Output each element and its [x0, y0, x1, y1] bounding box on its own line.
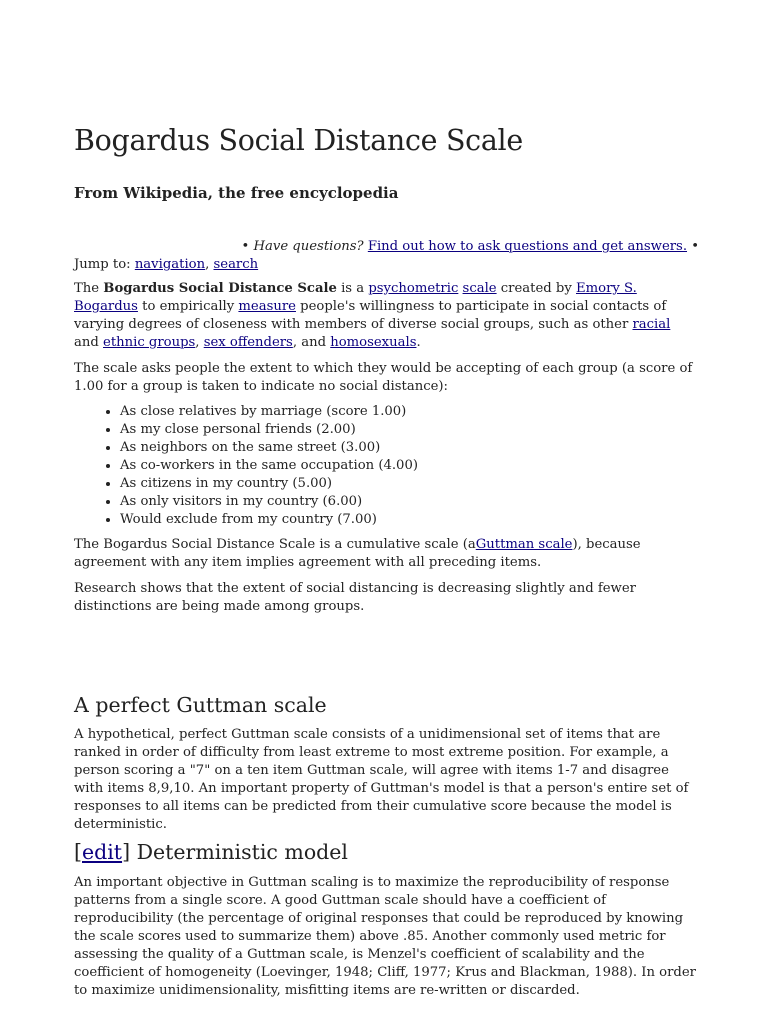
ethnic-groups-link[interactable]: ethnic groups [103, 335, 196, 350]
cumulative-text: ), because agreement with any item implies agreement with all preceding items. [74, 537, 641, 570]
research-paragraph: Research shows that the extent of social distancing is decreasing slightly and fewer distinctions are being made among groups. [74, 581, 636, 614]
site-subtitle: From Wikipedia, the free encyclopedia [74, 184, 399, 202]
cumulative-text: The Bogardus Social Distance Scale is a cumulative scale (a [74, 537, 476, 552]
edit-bracket-close: ] [122, 840, 131, 864]
notice-bullet-right: • [691, 239, 699, 254]
perfect-guttman-paragraph: A hypothetical, perfect Guttman scale consists of a unidimensional set of items that are ranked in order of difficulty from least extreme to most extreme position. For example, a person scoring a "7" on a ten item Guttman scale, will agree with items 1-7 and disagree with items 8,9,10. An important property of Guttman's model is that a person's entire set of responses to all items can be predicted from their cumulative score because the model is deterministic. [74, 727, 689, 832]
intro-text: to empirically [142, 299, 235, 314]
intro-text: , and [292, 335, 327, 350]
deterministic-paragraph: An important objective in Guttman scaling is to maximize the reproducibility of response patterns from a single score. A good Guttman scale should have a coefficient of reproducibility (the percentage of original responses that could be reproduced by knowing the scale scores used to summarize them) above .85. Another commonly used metric for assessing the quality of a Guttman scale, is Menzel's coefficient of scalability and the coefficient of homogeneity (Loevinger, 1948; Cliff, 1977; Krus and Blackman, 1988). In order to maximize unidimensionality, misfitting items are re-written or discarded. [74, 875, 696, 998]
jump-navigation-link[interactable]: navigation [134, 257, 206, 272]
scale-items-list [74, 403, 699, 529]
jump-label: Jump to: [74, 257, 131, 272]
sex-offenders-link[interactable]: sex offenders [203, 335, 293, 350]
jump-separator: , [205, 257, 210, 272]
ask-questions-link[interactable]: Find out how to ask questions and get answers. [367, 239, 688, 254]
section-heading-perfect-guttman: A perfect Guttman scale [74, 693, 327, 717]
list-item: • As co-workers in the same occupation (4.00) [120, 457, 699, 475]
page-title: Bogardus Social Distance Scale [74, 124, 523, 157]
scale-name: Bogardus Social Distance Scale [103, 281, 337, 296]
jump-to-bar [74, 256, 699, 274]
intro-text: is a [341, 281, 365, 296]
notice-bullet-left: • [241, 239, 250, 254]
psychometric-link[interactable]: psychometric [368, 281, 459, 296]
intro-text: created by [500, 281, 572, 296]
homosexuals-link[interactable]: homosexuals [330, 335, 417, 350]
list-item: • As only visitors in my country (6.00) [120, 493, 699, 511]
intro-text: The [74, 281, 100, 296]
intro-text: , [195, 335, 200, 350]
questions-notice [74, 238, 699, 256]
list-item: • Would exclude from my country (7.00) [120, 511, 699, 529]
intro-text: . [416, 335, 421, 350]
list-item: • As my close personal friends (2.00) [120, 421, 699, 439]
guttman-scale-link[interactable]: Guttman scale [475, 537, 573, 552]
scale-link[interactable]: scale [462, 281, 497, 296]
edit-bracket-open: [ [74, 840, 82, 864]
intro-text: and [74, 335, 99, 350]
notice-question: Have questions? [253, 239, 364, 254]
list-item: • As close relatives by marriage (score 1.00) [120, 403, 699, 421]
section-heading-deterministic [74, 840, 348, 864]
measure-link[interactable]: measure [238, 299, 296, 314]
deterministic-heading-text: Deterministic model [136, 840, 348, 864]
cumulative-paragraph [74, 536, 699, 572]
list-item: • As citizens in my country (5.00) [120, 475, 699, 493]
intro-text: people's willingness to participate in social contacts of varying degrees of closeness with members of diverse social groups, such as other [74, 299, 667, 332]
list-item: • As neighbors on the same street (3.00) [120, 439, 699, 457]
jump-search-link[interactable]: search [213, 257, 259, 272]
racial-link[interactable]: racial [632, 317, 671, 332]
bogardus-link[interactable]: Emory S. Bogardus [74, 281, 637, 314]
edit-link[interactable]: edit [82, 840, 123, 864]
intro-paragraph [74, 280, 699, 352]
scale-intro-paragraph: The scale asks people the extent to which they would be accepting of each group (a score of 1.00 for a group is taken to indicate no social distance): [74, 361, 693, 394]
